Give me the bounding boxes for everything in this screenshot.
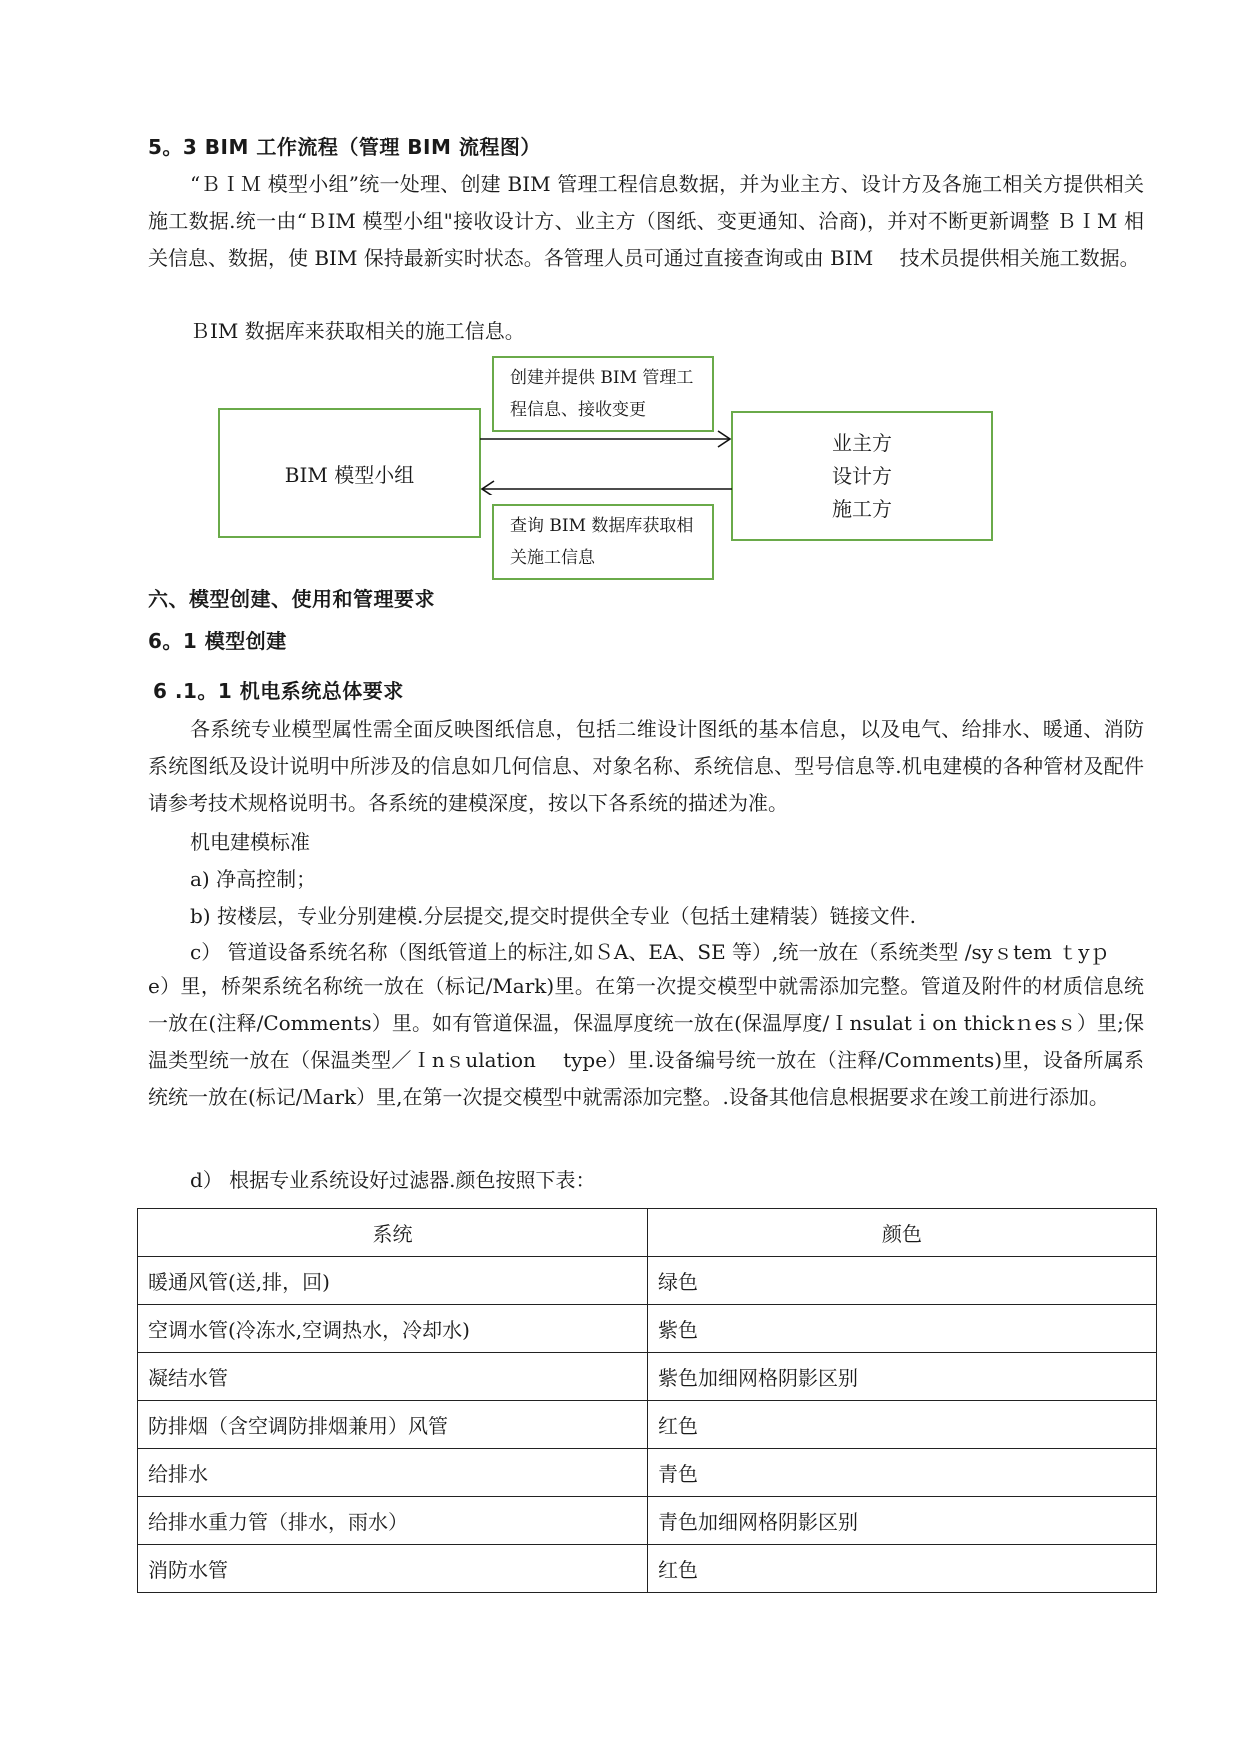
section-heading-6-1: 6。1 模型创建 bbox=[148, 629, 287, 653]
item-c-first-line: c） 管道设备系统名称（图纸管道上的标注,如ＳA、EA、SE 等）,统一放在（系统类型 /syｓtem ｔyｐ bbox=[190, 940, 1110, 964]
section-6-1-1-paragraph: 各系统专业模型属性需全面反映图纸信息，包括二维设计图纸的基本信息，以及电气、给排水、暖通、消防系统图纸及设计说明中所涉及的信息如几何信息、对象名称、系统信息、型号信息等.机电建模的各种管材及配件请参考技术规格说明书。各系统的建模深度，按以下各系统的描述为准。 bbox=[148, 717, 1144, 815]
table-row bbox=[138, 1401, 1157, 1449]
item-d: d） 根据专业系统设好过滤器.颜色按照下表： bbox=[190, 1168, 596, 1192]
color-cell: 紫色加细网格阴影区别 bbox=[648, 1353, 1157, 1401]
party-contractor: 施工方 bbox=[832, 496, 892, 521]
item-b: b) 按楼层，专业分别建模.分层提交,提交时提供全专业（包括土建精装）链接文件. bbox=[190, 904, 917, 928]
bottom-label-line2: 关施工信息 bbox=[510, 548, 595, 568]
bim-team-box bbox=[218, 408, 481, 538]
arrow-left-icon bbox=[482, 481, 732, 495]
section-5-3-paragraph: “ＢＩＭ 模型小组”统一处理、创建 BIM 管理工程信息数据，并为业主方、设计方及各施工相关方提供相关施工数据.统一由“ＢIM 模型小组"接收设计方、业主方（图纸、变更通知、洽商)，并对不断更新调整 ＢＩM 相关信息、数据，使 BIM 保持最新实时状态。各管理人员可通过直接查询或由 BIM 技术员提供相关施工数据。 bbox=[148, 172, 1144, 270]
party-owner: 业主方 bbox=[832, 430, 892, 455]
system-cell: 凝结水管 bbox=[138, 1353, 648, 1401]
table-row bbox=[138, 1353, 1157, 1401]
top-label-line2: 程信息、接收变更 bbox=[510, 400, 646, 420]
system-cell: 防排烟（含空调防排烟兼用）风管 bbox=[138, 1401, 648, 1449]
table-row bbox=[138, 1305, 1157, 1353]
system-cell: 暖通风管(送,排，回) bbox=[138, 1257, 648, 1305]
item-a: a) 净高控制； bbox=[190, 867, 317, 891]
system-color-table bbox=[137, 1208, 1157, 1593]
bottom-label-box bbox=[492, 504, 714, 580]
system-cell: 给排水 bbox=[138, 1449, 648, 1497]
bottom-label-line1: 查询 BIM 数据库获取相 bbox=[510, 516, 694, 536]
table-row bbox=[138, 1497, 1157, 1545]
top-label-box bbox=[492, 356, 714, 432]
system-cell: 消防水管 bbox=[138, 1545, 648, 1593]
standard-title: 机电建模标准 bbox=[190, 830, 310, 854]
color-cell: 绿色 bbox=[648, 1257, 1157, 1305]
system-cell: 给排水重力管（排水，雨水） bbox=[138, 1497, 648, 1545]
flow-arrows bbox=[478, 425, 734, 495]
color-cell: 紫色 bbox=[648, 1305, 1157, 1353]
party-designer: 设计方 bbox=[832, 463, 892, 488]
header-color: 颜色 bbox=[648, 1209, 1157, 1257]
section-5-3-paragraph-2: ＢIM 数据库来获取相关的施工信息。 bbox=[190, 319, 525, 343]
top-label-line1: 创建并提供 BIM 管理工 bbox=[510, 368, 694, 388]
table-row bbox=[138, 1545, 1157, 1593]
section-heading-5-3: 5。3 BIM 工作流程（管理 BIM 流程图） bbox=[148, 135, 541, 159]
arrow-right-icon bbox=[480, 431, 730, 447]
item-c-continued: e）里，桥架系统名称统一放在（标记/Mark)里。在第一次提交模型中就需添加完整。管道及附件的材质信息统一放在(注释/Comments）里。如有管道保温，保温厚度统一放在(保温厚度/Ｉnsulatｉon thickｎesｓ）里;保温类型统一放在（保温类型／Ｉnｓulation type）里.设备编号统一放在（注释/Coｍments)里，设备所属系统统一放在(标记/Ｍark）里,在第一次提交模型中就需添加完整。.设备其他信息根据要求在竣工前进行添加。 bbox=[148, 974, 1144, 1109]
color-cell: 红色 bbox=[648, 1401, 1157, 1449]
table-row bbox=[138, 1257, 1157, 1305]
system-cell: 空调水管(冷冻水,空调热水，冷却水) bbox=[138, 1305, 648, 1353]
section-heading-6: 六、模型创建、使用和管理要求 bbox=[148, 587, 435, 611]
color-cell: 青色 bbox=[648, 1449, 1157, 1497]
header-system: 系统 bbox=[138, 1209, 648, 1257]
table-row bbox=[138, 1449, 1157, 1497]
section-heading-6-1-1: 6 .1。1 机电系统总体要求 bbox=[153, 679, 404, 703]
bim-team-label: BIM 模型小组 bbox=[284, 462, 415, 487]
color-cell: 红色 bbox=[648, 1545, 1157, 1593]
table-header-row bbox=[138, 1209, 1157, 1257]
parties-box bbox=[731, 411, 993, 541]
color-cell: 青色加细网格阴影区别 bbox=[648, 1497, 1157, 1545]
